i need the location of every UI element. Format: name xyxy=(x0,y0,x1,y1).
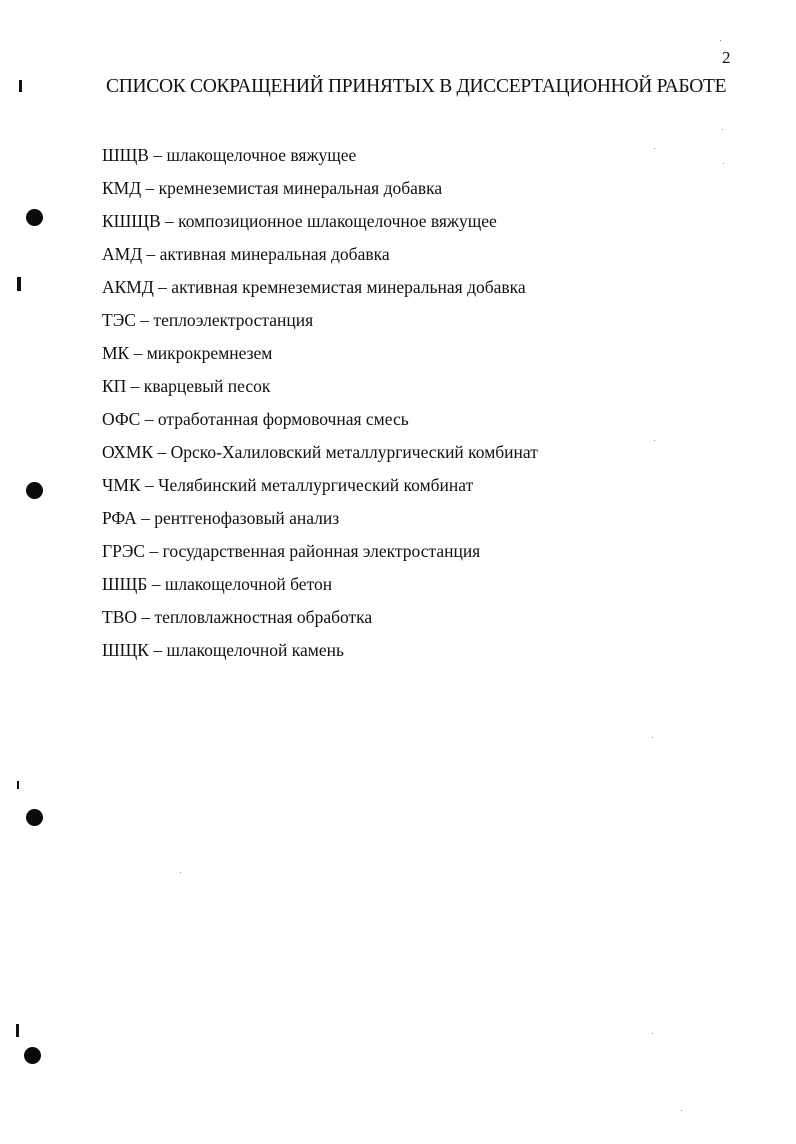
abbreviation-item: АКМД – активная кремнеземистая минеральная добавка xyxy=(102,277,526,297)
punch-hole xyxy=(26,482,43,499)
abbreviation-item: ГРЭС – государственная районная электростанция xyxy=(102,541,481,561)
punch-hole xyxy=(24,1047,41,1064)
page-title: СПИСОК СОКРАЩЕНИЙ ПРИНЯТЫХ В ДИССЕРТАЦИОННОЙ РАБОТЕ xyxy=(106,76,727,97)
abbreviation-item: АМД – активная минеральная добавка xyxy=(102,244,390,264)
scan-speck xyxy=(720,40,721,41)
scan-mark xyxy=(19,80,22,92)
abbreviation-list xyxy=(102,143,538,671)
scan-mark xyxy=(16,1024,19,1037)
abbreviation-item: КП – кварцевый песок xyxy=(102,376,271,396)
scan-speck xyxy=(723,163,724,164)
abbreviation-item: КШЩВ – композиционное шлакощелочное вяжущее xyxy=(102,211,497,231)
abbreviation-item: ТВО – тепловлажностная обработка xyxy=(102,607,373,627)
scan-speck xyxy=(654,148,655,149)
punch-hole xyxy=(26,209,43,226)
abbreviation-item: РФА – рентгенофазовый анализ xyxy=(102,508,340,528)
scan-speck xyxy=(654,440,655,441)
abbreviation-item: ЧМК – Челябинский металлургический комбинат xyxy=(102,475,474,495)
abbreviation-item: ШЩБ – шлакощелочной бетон xyxy=(102,574,333,594)
scan-mark xyxy=(17,781,19,789)
abbreviation-item: ОХМК – Орско-Халиловский металлургический комбинат xyxy=(102,442,538,462)
page-number: 2 xyxy=(722,48,731,67)
abbreviation-item: МК – микрокремнезем xyxy=(102,343,273,363)
scan-speck xyxy=(681,1110,682,1111)
scan-speck xyxy=(180,872,181,873)
scan-speck xyxy=(652,737,653,738)
punch-hole xyxy=(26,809,43,826)
abbreviation-item: ШЩВ – шлакощелочное вяжущее xyxy=(102,145,357,165)
scan-speck xyxy=(722,129,723,130)
abbreviation-item: КМД – кремнеземистая минеральная добавка xyxy=(102,178,443,198)
scan-speck xyxy=(652,1033,653,1034)
abbreviation-item: ШЩК – шлакощелочной камень xyxy=(102,640,344,660)
scan-mark xyxy=(17,277,21,291)
abbreviation-item: ОФС – отработанная формовочная смесь xyxy=(102,409,409,429)
abbreviation-item: ТЭС – теплоэлектростанция xyxy=(102,310,314,330)
